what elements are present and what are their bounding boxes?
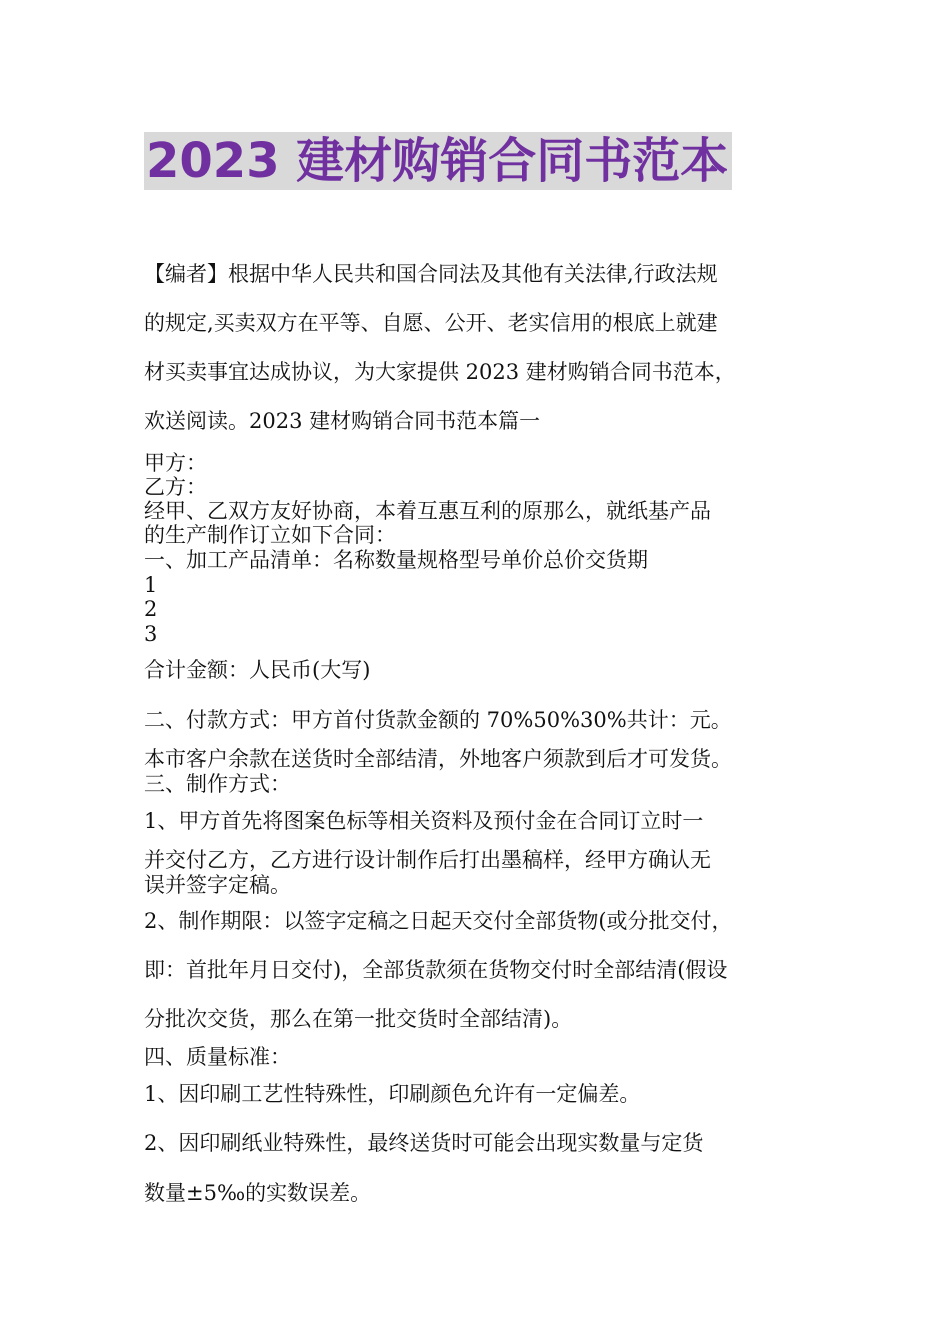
body-line-2: 的规定,买卖双方在平等、自愿、公开、老实信用的根底上就建 [144, 311, 718, 335]
body-line-25: 2、因印刷纸业特殊性，最终送货时可能会出现实数量与定货 [144, 1131, 704, 1155]
item-row-1: 1 [144, 573, 158, 597]
body-line-20: 2、制作期限：以签字定稿之日起天交付全部货物(或分批交付， [144, 909, 733, 933]
body-line-1: 【编者】根据中华人民共和国合同法及其他有关法律,行政法规 [144, 262, 718, 286]
body-line-17: 1、甲方首先将图案色标等相关资料及预付金在合同订立时一 [144, 809, 704, 833]
body-line-19: 误并签字定稿。 [144, 873, 291, 897]
document-title: 2023 建材购销合同书范本 [144, 132, 732, 190]
body-line-22: 分批次交货，那么在第一批交货时全部结清)。 [144, 1007, 573, 1031]
party-b-line: 乙方： [144, 475, 207, 499]
body-line-3: 材买卖事宜达成协议，为大家提供 2023 建材购销合同书范本， [144, 360, 736, 384]
section-2-heading: 二、付款方式：甲方首付货款金额的 70%50%30%共计：元。 [144, 708, 732, 732]
body-line-4: 欢送阅读。2023 建材购销合同书范本篇一 [144, 409, 541, 433]
body-line-26: 数量±5‰的实数误差。 [144, 1181, 372, 1205]
total-amount-line: 合计金额：人民币(大写) [144, 658, 371, 682]
body-line-24: 1、因印刷工艺性特殊性，印刷颜色允许有一定偏差。 [144, 1082, 641, 1106]
item-row-2: 2 [144, 597, 158, 621]
body-line-18: 并交付乙方，乙方进行设计制作后打出墨稿样，经甲方确认无 [144, 848, 711, 872]
body-line-8: 的生产制作订立如下合同： [144, 523, 396, 547]
section-1-heading: 一、加工产品清单：名称数量规格型号单价总价交货期 [144, 548, 648, 572]
body-line-15: 本市客户余款在送货时全部结清，外地客户须款到后才可发货。 [144, 747, 732, 771]
body-line-7: 经甲、乙双方友好协商，本着互惠互利的原那么，就纸基产品 [144, 499, 711, 523]
party-a-line: 甲方： [144, 451, 207, 475]
section-3-heading: 三、制作方式： [144, 772, 291, 796]
body-line-21: 即：首批年月日交付)，全部货款须在货物交付时全部结清(假设 [144, 958, 728, 982]
section-4-heading: 四、质量标准： [144, 1045, 291, 1069]
item-row-3: 3 [144, 622, 158, 646]
